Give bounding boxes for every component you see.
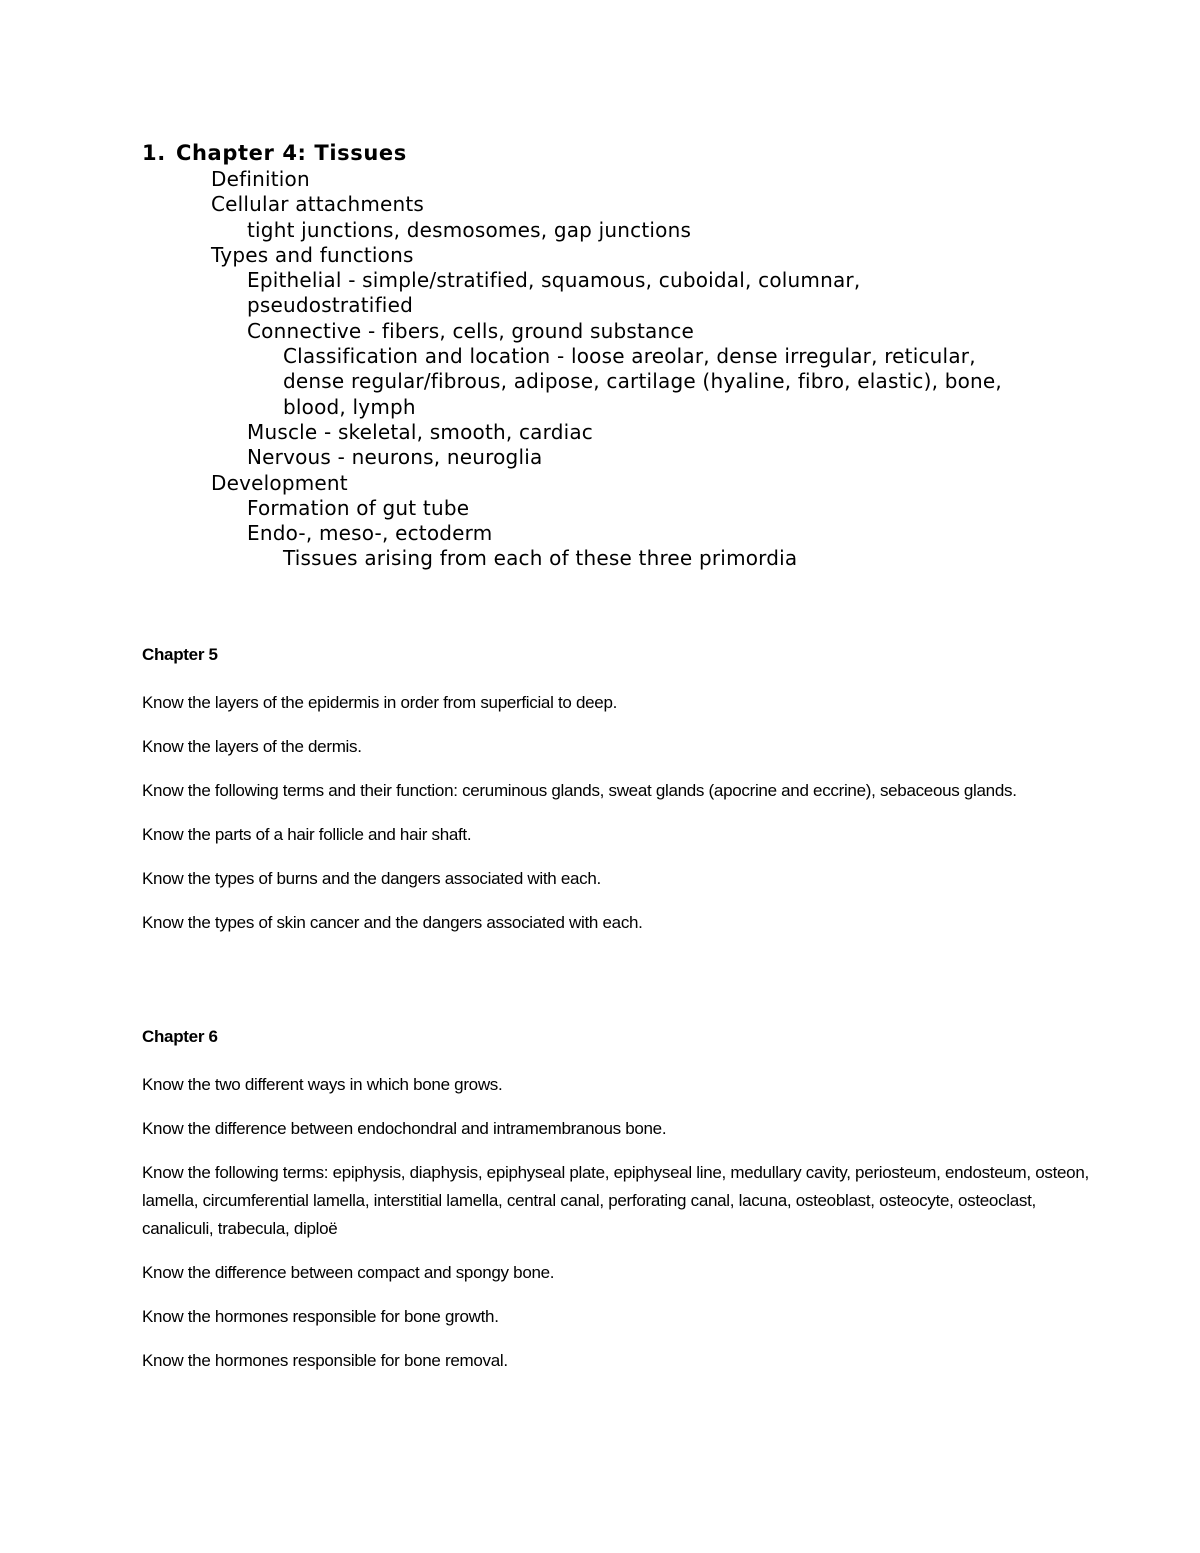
study-item: Know the hormones responsible for bone removal. <box>142 1351 508 1370</box>
study-item: Know the parts of a hair follicle and hair shaft. <box>142 825 472 844</box>
outline-line: Nervous - neurons, neuroglia <box>247 445 543 470</box>
outline-line: Cellular attachments <box>211 192 425 217</box>
study-item: Know the difference between compact and spongy bone. <box>142 1263 555 1282</box>
outline-line: tight junctions, desmosomes, gap junctions <box>247 217 692 242</box>
outline-line: Development <box>211 470 348 495</box>
chapter-6-title: Chapter 6 <box>142 1027 218 1046</box>
study-item: Know the two different ways in which bone grows. <box>142 1075 503 1094</box>
study-item: Know the layers of the epidermis in order from superficial to deep. <box>142 693 618 712</box>
chapter-5-section <box>142 644 1092 953</box>
outline-line: pseudostratified <box>247 293 413 318</box>
outline-line: Tissues arising from each of these three primordia <box>283 546 798 571</box>
outline-line: Classification and location - loose areolar, dense irregular, reticular, <box>283 344 976 369</box>
outline-line: Definition <box>211 167 310 191</box>
outline-line: Formation of gut tube <box>247 495 470 520</box>
list-number: 1. <box>142 141 166 165</box>
study-item: Know the following terms and their function: ceruminous glands, sweat glands (apocrine and eccrine), sebaceous glands. <box>142 781 1017 800</box>
study-item: Know the hormones responsible for bone growth. <box>142 1307 499 1326</box>
chapter-5-title: Chapter 5 <box>142 645 218 664</box>
study-item: Know the layers of the dermis. <box>142 737 362 756</box>
chapter-4-heading <box>142 140 1122 167</box>
outline-line: Connective - fibers, cells, ground substance <box>247 318 695 343</box>
outline-line: Epithelial - simple/stratified, squamous, cuboidal, columnar, <box>247 268 861 293</box>
outline-line: dense regular/fibrous, adipose, cartilage (hyaline, fibro, elastic), bone, <box>283 369 1002 394</box>
outline-line: blood, lymph <box>283 394 416 419</box>
outline-line: Types and functions <box>211 242 414 267</box>
study-item: Know the difference between endochondral and intramembranous bone. <box>142 1119 667 1138</box>
chapter-6-section <box>142 1026 1092 1391</box>
outline-line: Muscle - skeletal, smooth, cardiac <box>247 419 593 444</box>
outline-line: Endo-, meso-, ectoderm <box>247 521 493 546</box>
chapter-4-outline <box>142 140 1122 572</box>
study-item: Know the types of burns and the dangers associated with each. <box>142 869 601 888</box>
chapter-4-title: Chapter 4: Tissues <box>176 141 407 165</box>
study-item: Know the types of skin cancer and the dangers associated with each. <box>142 913 643 932</box>
study-item: Know the following terms: epiphysis, diaphysis, epiphyseal plate, epiphyseal line, medullary cavity, periosteum, endosteum, osteon, lamella, circumferential lamella, interstitial lamella, central canal, perforating canal, lacuna, osteoblast, osteocyte, osteoclast, canaliculi, trabecula, diploë <box>142 1163 1089 1238</box>
